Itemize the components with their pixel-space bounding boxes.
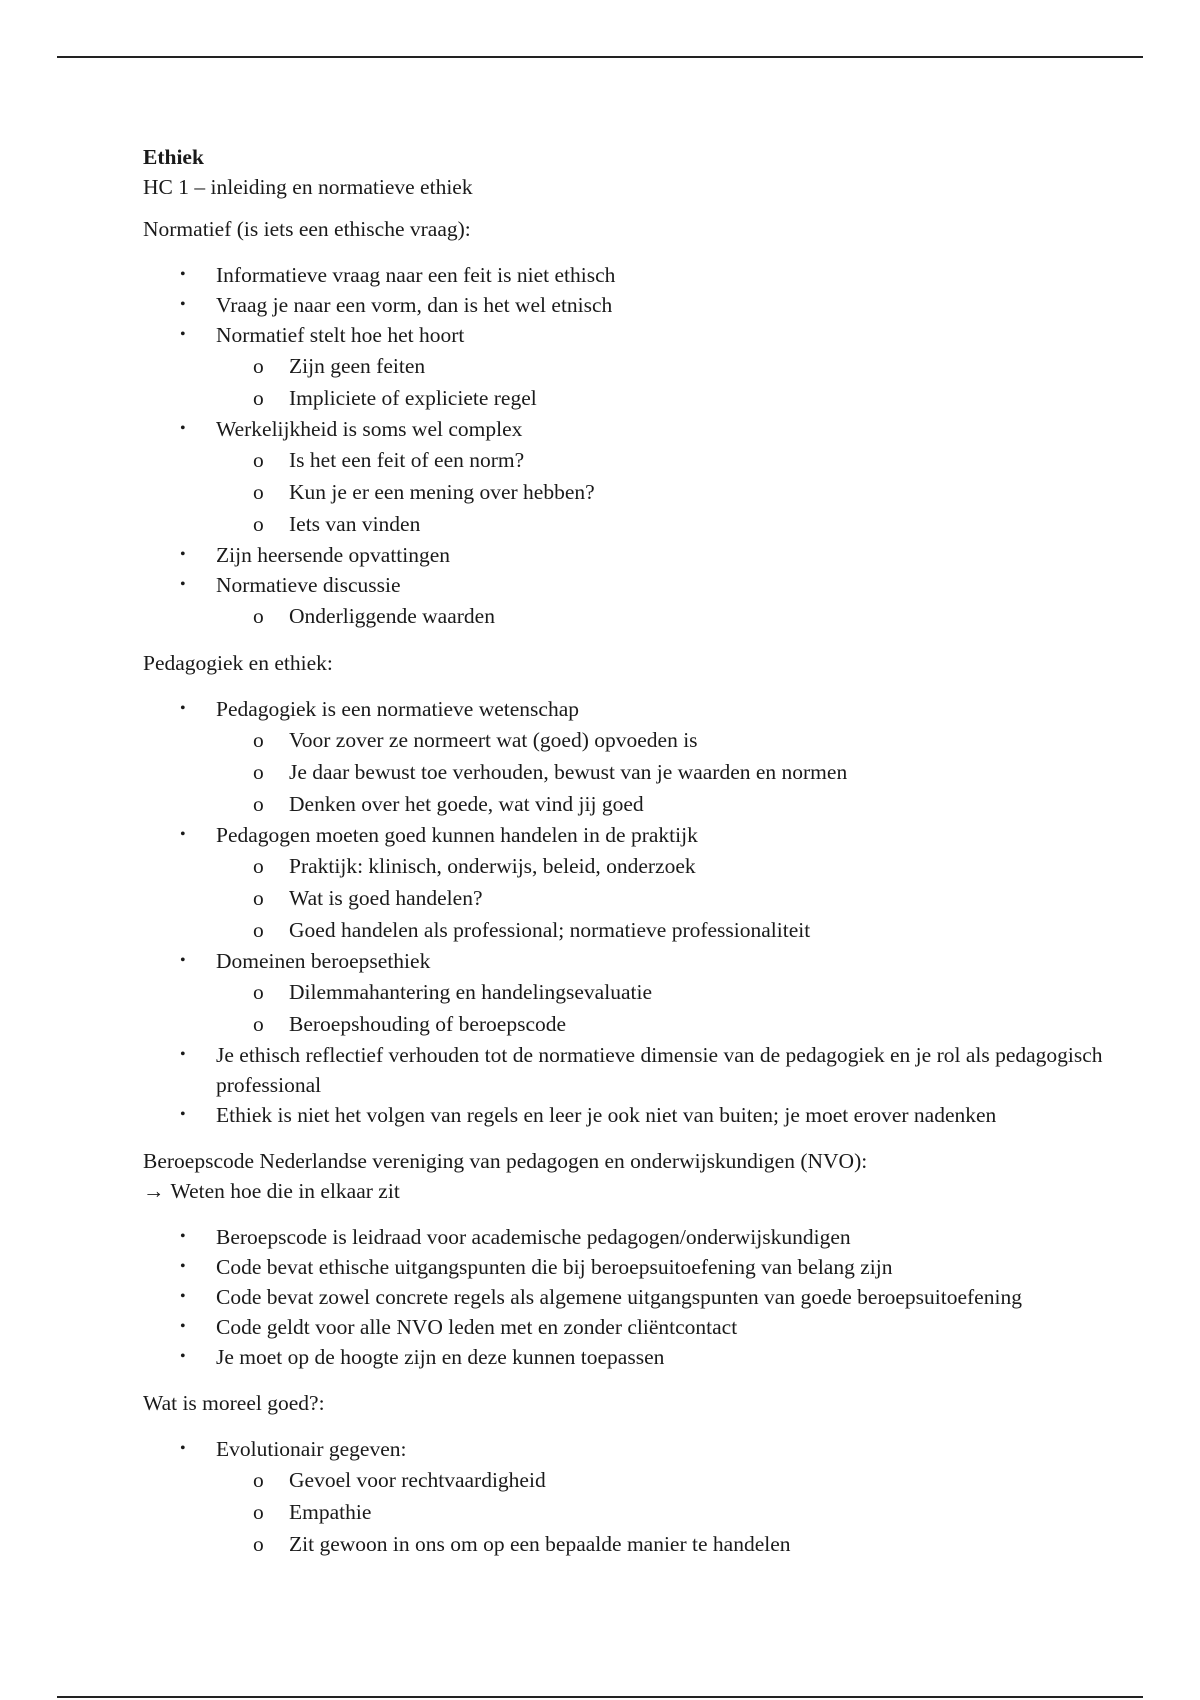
sub-list-item-text: Praktijk: klinisch, onderwijs, beleid, onderzoek: [289, 854, 696, 878]
header-rule: [57, 56, 1143, 58]
section-heading: Beroepscode Nederlandse vereniging van pedagogen en onderwijskundigen (NVO):: [143, 1149, 868, 1173]
sub-list-item: [216, 882, 1186, 914]
sub-bullet-icon: o: [253, 354, 264, 378]
sub-bullet-icon: o: [253, 604, 264, 628]
list-item: [143, 1434, 1186, 1560]
sub-list-item-text: Zit gewoon in ons om op een bepaalde manier te handelen: [289, 1532, 791, 1556]
list-item: [143, 1312, 1186, 1342]
bullet-icon: •: [180, 326, 186, 343]
list-item-text: Evolutionair gegeven:: [216, 1437, 407, 1461]
sub-list-item-text: Gevoel voor rechtvaardigheid: [289, 1468, 546, 1492]
list-item-text: Normatieve discussie: [216, 573, 401, 597]
list-item-text: Pedagogen moeten goed kunnen handelen in de praktijk: [216, 823, 698, 847]
bullet-icon: •: [180, 700, 186, 717]
list-item-text: Informatieve vraag naar een feit is niet ethisch: [216, 263, 616, 287]
list-item: [143, 694, 1186, 820]
list-item: [143, 540, 1186, 570]
bullet-icon: •: [180, 1348, 186, 1365]
sub-bullet-list: [216, 724, 1186, 820]
sub-bullet-list: [216, 444, 1186, 540]
sub-list-item-text: Iets van vinden: [289, 512, 421, 536]
sub-list-item-text: Onderliggende waarden: [289, 604, 495, 628]
arrow-right-icon: →: [143, 1179, 165, 1203]
sub-list-item-text: Denken over het goede, wat vind jij goed: [289, 792, 644, 816]
bullet-icon: •: [180, 952, 186, 969]
footer-rule: [57, 1696, 1143, 1698]
list-item-text: Normatief stelt hoe het hoort: [216, 323, 465, 347]
sub-list-item-text: Beroepshouding of beroepscode: [289, 1012, 567, 1036]
sub-list-item: [216, 508, 1186, 540]
sub-bullet-list: [216, 1464, 1186, 1560]
sub-list-item: [216, 788, 1186, 820]
bullet-icon: •: [180, 576, 186, 593]
sub-list-item: [216, 850, 1186, 882]
bullet-icon: •: [180, 1228, 186, 1245]
list-item-text: Zijn heersende opvattingen: [216, 543, 451, 567]
bullet-list: [143, 694, 1143, 1130]
list-item: [143, 570, 1186, 632]
bullet-list: [143, 260, 1143, 632]
sub-list-item: [216, 756, 1186, 788]
sub-bullet-icon: o: [253, 1532, 264, 1556]
sub-list-item: [216, 476, 1186, 508]
bullet-list: [143, 1434, 1143, 1560]
sub-list-item-text: Je daar bewust toe verhouden, bewust van je waarden en normen: [289, 760, 848, 784]
sub-bullet-list: [216, 600, 1186, 632]
list-item-text: Beroepscode is leidraad voor academische pedagogen/onderwijskundigen: [216, 1225, 851, 1249]
sub-bullet-icon: o: [253, 728, 264, 752]
list-item-text: Je moet op de hoogte zijn en deze kunnen toepassen: [216, 1345, 665, 1369]
sub-list-item: [216, 1496, 1186, 1528]
list-item-text: Code geldt voor alle NVO leden met en zonder cliëntcontact: [216, 1315, 738, 1339]
sub-list-item: [216, 350, 1186, 382]
section-heading: Pedagogiek en ethiek:: [143, 651, 333, 675]
sub-list-item: [216, 1528, 1186, 1560]
arrow-note-text: Weten hoe die in elkaar zit: [170, 1179, 400, 1203]
bullet-icon: •: [180, 420, 186, 437]
sub-bullet-icon: o: [253, 1500, 264, 1524]
sub-list-item-text: Empathie: [289, 1500, 372, 1524]
sub-list-item-text: Wat is goed handelen?: [289, 886, 483, 910]
list-item-text: Je ethisch reflectief verhouden tot de normatieve dimensie van de pedagogiek en je rol als pedagogisch professional: [216, 1043, 1103, 1097]
list-item: [143, 1342, 1186, 1372]
list-item-text: Werkelijkheid is soms wel complex: [216, 417, 523, 441]
bullet-icon: •: [180, 266, 186, 283]
sub-list-item-text: Kun je er een mening over hebben?: [289, 480, 595, 504]
bullet-icon: •: [180, 1046, 186, 1063]
sub-bullet-icon: o: [253, 1468, 264, 1492]
sub-list-item: [216, 724, 1186, 756]
list-item-text: Code bevat ethische uitgangspunten die bij beroepsuitoefening van belang zijn: [216, 1255, 893, 1279]
list-item: [143, 290, 1186, 320]
sub-bullet-icon: o: [253, 980, 264, 1004]
sections-container: [143, 214, 1143, 1560]
list-item: [143, 1100, 1186, 1130]
list-item: [143, 820, 1186, 946]
sub-list-item: [216, 1008, 1186, 1040]
list-item-text: Pedagogiek is een normatieve wetenschap: [216, 697, 579, 721]
sub-list-item-text: Dilemmahantering en handelingsevaluatie: [289, 980, 652, 1004]
sub-bullet-icon: o: [253, 480, 264, 504]
list-item-text: Code bevat zowel concrete regels als algemene uitgangspunten van goede beroepsuitoefening: [216, 1285, 1022, 1309]
sub-list-item: [216, 914, 1186, 946]
list-item: [143, 320, 1186, 414]
section-heading: Normatief (is iets een ethische vraag):: [143, 217, 471, 241]
document-body: [143, 142, 1143, 1560]
list-item: [143, 1040, 1186, 1100]
sub-list-item-text: Voor zover ze normeert wat (goed) opvoeden is: [289, 728, 698, 752]
sub-bullet-icon: o: [253, 512, 264, 536]
bullet-icon: •: [180, 826, 186, 843]
bullet-icon: •: [180, 1258, 186, 1275]
section-heading: Wat is moreel goed?:: [143, 1391, 325, 1415]
sub-bullet-icon: o: [253, 1012, 264, 1036]
sub-bullet-icon: o: [253, 448, 264, 472]
bullet-icon: •: [180, 546, 186, 563]
bullet-icon: •: [180, 1440, 186, 1457]
list-item: [143, 946, 1186, 1040]
sub-bullet-icon: o: [253, 386, 264, 410]
sub-list-item: [216, 382, 1186, 414]
bullet-icon: •: [180, 1318, 186, 1335]
sub-bullet-icon: o: [253, 918, 264, 942]
lecture-subtitle: HC 1 – inleiding en normatieve ethiek: [143, 175, 473, 199]
sub-list-item-text: Goed handelen als professional; normatieve professionaliteit: [289, 918, 811, 942]
sub-list-item-text: Is het een feit of een norm?: [289, 448, 525, 472]
list-item: [143, 260, 1186, 290]
list-item: [143, 414, 1186, 540]
bullet-icon: •: [180, 296, 186, 313]
sub-list-item: [216, 976, 1186, 1008]
sub-bullet-list: [216, 350, 1186, 414]
sub-bullet-icon: o: [253, 854, 264, 878]
sub-list-item-text: Zijn geen feiten: [289, 354, 426, 378]
list-item: [143, 1252, 1186, 1282]
sub-bullet-icon: o: [253, 792, 264, 816]
document-title: Ethiek: [143, 145, 204, 169]
list-item: [143, 1222, 1186, 1252]
sub-list-item: [216, 444, 1186, 476]
sub-bullet-icon: o: [253, 886, 264, 910]
list-item: [143, 1282, 1186, 1312]
list-item-text: Ethiek is niet het volgen van regels en leer je ook niet van buiten; je moet erover nadenken: [216, 1103, 997, 1127]
arrow-note: [143, 1176, 1143, 1206]
bullet-list: [143, 1222, 1143, 1372]
list-item-text: Vraag je naar een vorm, dan is het wel etnisch: [216, 293, 613, 317]
sub-bullet-icon: o: [253, 760, 264, 784]
list-item-text: Domeinen beroepsethiek: [216, 949, 431, 973]
sub-list-item: [216, 1464, 1186, 1496]
sub-list-item-text: Impliciete of expliciete regel: [289, 386, 537, 410]
sub-bullet-list: [216, 976, 1186, 1040]
sub-list-item: [216, 600, 1186, 632]
bullet-icon: •: [180, 1288, 186, 1305]
sub-bullet-list: [216, 850, 1186, 946]
bullet-icon: •: [180, 1106, 186, 1123]
